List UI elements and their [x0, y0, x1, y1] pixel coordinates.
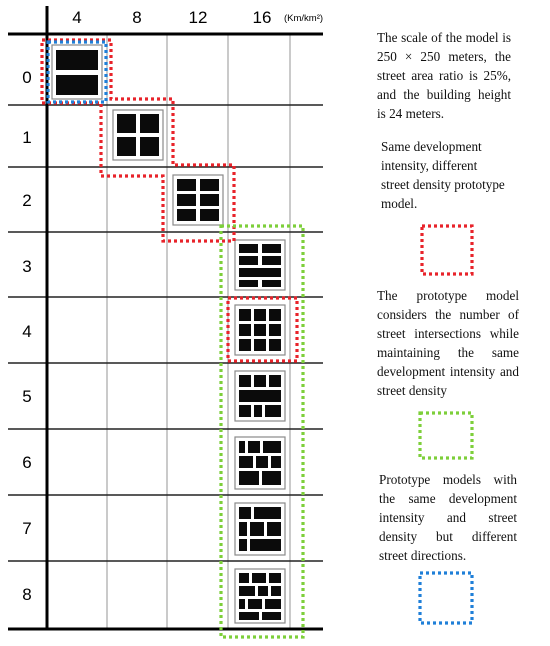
row-label-4: 4 — [22, 322, 32, 341]
prototype-tile-row8 — [235, 569, 285, 623]
row-label-5: 5 — [22, 387, 32, 406]
prototype-tile-row7 — [235, 503, 285, 555]
row-label-0: 0 — [22, 68, 32, 87]
prototype-tile-row3 — [235, 240, 285, 290]
prototype-tile-row1 — [113, 110, 163, 160]
blue-legend-swatch — [420, 573, 472, 623]
note-blue-frame: Prototype models with the same development intensity and street density but different street directions. — [379, 472, 517, 563]
prototype-tile-row5 — [235, 371, 285, 421]
unit-label: (Km/km²) — [284, 13, 324, 24]
row-label-2: 2 — [22, 191, 32, 210]
prototype-tile-row6 — [235, 437, 285, 489]
column-header-4: 4 — [72, 8, 82, 27]
row-label-3: 3 — [22, 257, 32, 276]
row-label-7: 7 — [22, 519, 32, 538]
note-green-frame: The prototype model considers the number of street intersections while maintaining the same development intensity and street density — [377, 288, 519, 398]
prototype-tile-row0 — [52, 45, 102, 99]
column-header-16: 16 — [252, 8, 272, 27]
column-header-8: 8 — [132, 8, 142, 27]
green-legend-swatch — [420, 413, 472, 458]
note-scale: The scale of the model is 250 × 250 meters, the street area ratio is 25%, and the building height is 24 meters. — [377, 30, 511, 121]
column-header-12: 12 — [188, 8, 208, 27]
row-label-1: 1 — [22, 128, 32, 147]
row-label-6: 6 — [22, 453, 32, 472]
red-legend-swatch — [422, 226, 472, 274]
prototype-tile-row4 — [235, 305, 285, 355]
row-label-8: 8 — [22, 585, 32, 604]
prototype-tile-row2 — [173, 175, 223, 225]
note-red-frame: Same development intensity, different street density prototype model. — [381, 139, 505, 211]
